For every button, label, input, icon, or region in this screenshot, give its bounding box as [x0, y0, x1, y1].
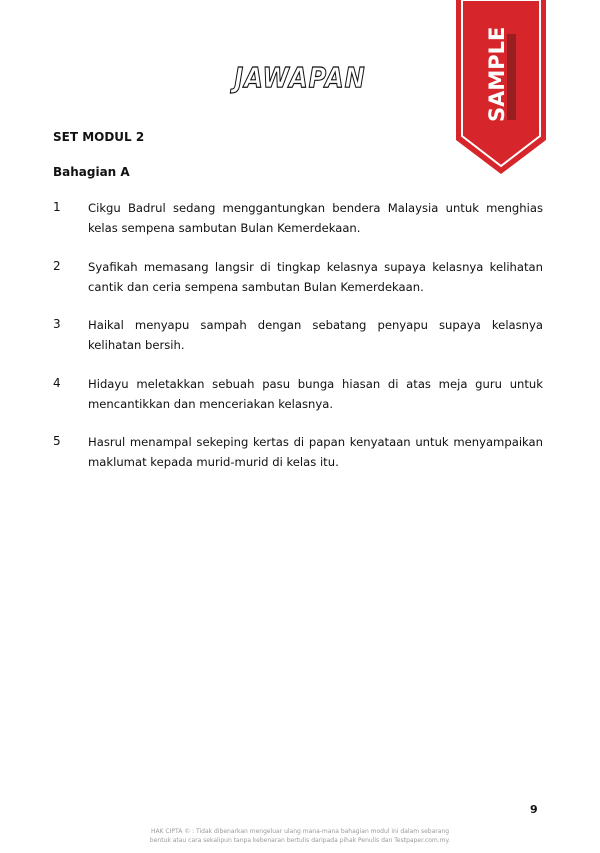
sample-label: SAMPLE: [485, 26, 509, 122]
set-heading: SET MODUL 2: [53, 130, 145, 144]
answer-item: [53, 432, 545, 491]
answer-item: [53, 374, 545, 433]
answer-number: 4: [53, 375, 61, 390]
copyright-line: bentuk atau cara sekalipun tanpa kebenaran bertulis daripada pihak Penulis dan Testpaper.com.my.: [149, 837, 451, 844]
section-heading: Bahagian A: [53, 165, 130, 179]
answer-item: [53, 315, 545, 374]
answer-text: Cikgu Badrul sedang menggantungkan bendera Malaysia untuk menghias kelas sempena sambutan Bulan Kemerdekaan.: [88, 201, 543, 235]
answer-number: 2: [53, 258, 61, 273]
answer-number: 3: [53, 317, 61, 331]
page-number: 9: [530, 803, 538, 816]
answer-text: Syafikah memasang langsir di tingkap kelasnya supaya kelasnya kelihatan cantik dan ceria sempena sambutan Bulan Kemerdekaan.: [88, 259, 543, 294]
copyright-line: HAK CIPTA © : Tidak dibenarkan mengeluar ulang mana-mana bahagian modul ini dalam sebarang: [150, 828, 450, 835]
answer-text: Hasrul menampal sekeping kertas di papan kenyataan untuk menyampaikan maklumat kepada murid-murid di kelas itu.: [88, 435, 543, 469]
answer-text: Hidayu meletakkan sebuah pasu bunga hiasan di atas meja guru untuk mencantikkan dan menceriakan kelasnya.: [88, 376, 543, 411]
answer-number: 1: [53, 200, 61, 214]
answer-item: [53, 257, 545, 316]
page-title: JAWAPAN: [234, 61, 366, 95]
answer-list: [53, 198, 545, 491]
answer-item: [53, 198, 545, 257]
answer-number: 5: [53, 434, 61, 448]
answer-text: Haikal menyapu sampah dengan sebatang penyapu supaya kelasnya kelihatan bersih.: [88, 318, 543, 352]
copyright-notice: [0, 827, 600, 845]
